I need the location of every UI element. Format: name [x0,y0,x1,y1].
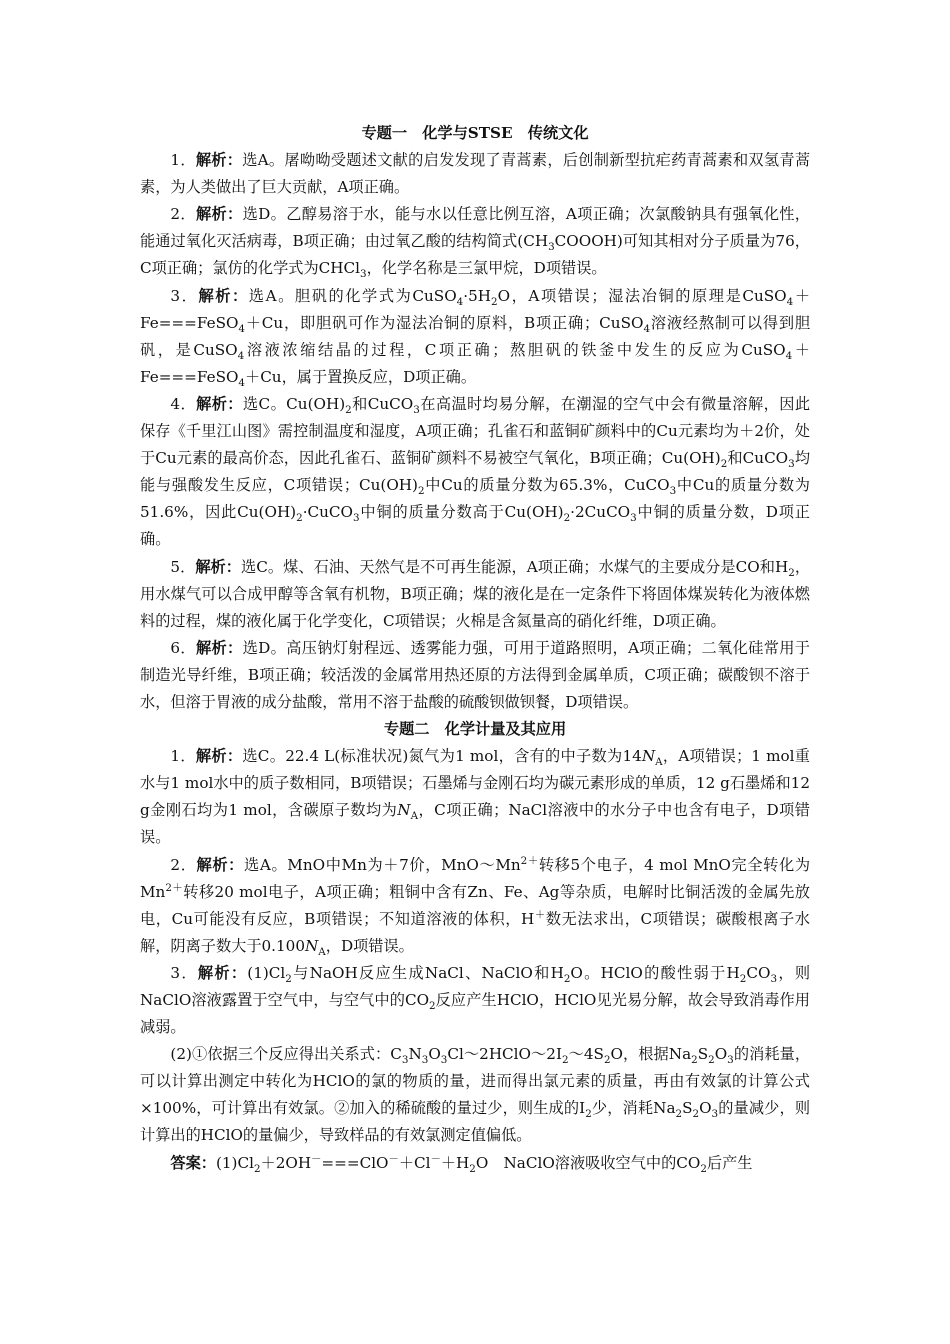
answer-item [140,743,810,851]
item-number: 3． [170,963,198,982]
answer-item [140,852,810,960]
item-text: $(1)Cl_2+2OH^-===ClO^-+Cl^-+H_2O$ NaClO溶液吸收空气中的$CO_2$后产生 [215,1152,753,1175]
item-text: 选D。乙醇易溶于水，能与水以任意比例互溶，A项正确；次氯酸钠具有强氧化性，能通过氧化灭活病毒，B项正确；由过氧乙酸的结构简式$(CH_3COOOH)$可知其相对分子质量为76，C项正确；氯仿的化学式为CHCl$_3$，化学名称是三氯甲烷，D项错误。 [140,205,810,281]
item-text: (2)①依据三个反应得出关系式：$C_3N_3O_3Cl\sim 2HClO\sim 2I_2\sim 4S_2O$，根据$Na_2S_2O_3$的消耗量，可以计算出测定中转化为HClO的氯的物质的量，进而得出氯元素的质量，再由有效氯的计算公式×100%，可计算出有效氯。②加入的稀硫酸的量过少，则生成的$I_2$少，消耗$Na_2S_2O_3$的量减少，则计算出的HClO的量偏少，导致样品的有效氯测定值偏低。 [140,1045,811,1145]
item-text: $(1)Cl_2$与NaOH反应生成NaCl、NaClO和$H_2O$。HClO的酸性弱于$H_2CO_3$，则NaClO溶液露置于空气中，与空气中的$CO_2$反应产生HClO，HClO见光易分解，故会导致消毒作用减弱。 [140,963,810,1037]
answer-item [140,201,810,282]
item-label: 解析： [198,286,249,305]
item-label: 解析： [195,557,242,576]
item-number: 2． [170,205,196,224]
item-text: 选C。22.4 L(标准状况)氮气为1 mol，含有的中子数为$14N_A$，A项错误；1 mol重水与1 mol水中的质子数相同，B项错误；石墨烯与金刚石均为碳元素形成的单质，12 g石墨烯和12 g金刚石均为1 mol，含碳原子数均为$N_A$，C项正确；NaCl溶液中的水分子中也含有电子，D项错误。 [140,747,810,847]
answer-item [140,283,810,391]
answer-item [140,391,810,554]
item-label: 解析： [196,855,245,874]
item-label: 解析： [195,151,243,170]
item-text: 选D。高压钠灯射程远、透雾能力强，可用于道路照明，A项正确；二氧化硅常用于制造光导纤维，B项正确；较活泼的金属常用热还原的方法得到金属单质，C项正确；碳酸钡不溶于水，但溶于胃液的成分盐酸，常用不溶于盐酸的硫酸钡做钡餐，D项错误。 [140,638,810,711]
item-number: 2． [170,855,197,874]
item-label: 解析： [195,747,243,766]
item-text: 选A。胆矾的化学式为$CuSO_4\cdot 5H_2O$，A项错误；湿法冶铜的原理是CuSO$_4$＋Fe===FeSO$_4$＋Cu，即胆矾可作为湿法冶铜的原料，B项正确；CuSO$_4$溶液经熬制可以得到胆矾，是CuSO$_4$溶液浓缩结晶的过程，C项正确；熬胆矾的铁釜中发生的反应为CuSO$_4$＋Fe===FeSO$_4$＋Cu，属于置换反应，D项正确。 [140,286,811,389]
item-label: 解析： [196,394,243,413]
item-text: 选A。MnO中Mn为＋7价，$MnO\sim Mn^{2+}$转移5个电子，4 mol MnO完全转化为$Mn^{2+}$转移20 mol电子，A项正确；粗铜中含有Zn、Fe、Ag等杂质，电解时比铜活泼的金属先放电，Cu可能没有反应，B项错误；不知道溶液的体积，H＋数无法求出，C项错误；碳酸根离子水解，阴离子数大于$0.100N_A$，D项错误。 [140,854,811,958]
answer-label: 答案： [170,1153,216,1172]
answer-item [140,147,810,201]
item-text: 选C。煤、石油、天然气是不可再生能源，A项正确；水煤气的主要成分是CO和$H_2$，用水煤气可以合成甲醇等含氧有机物，B项正确；煤的液化是在一定条件下将固体煤炭转化为液体燃料的过程，煤的液化属于化学变化，C项错误；火棉是含氮量高的硝化纤维，D项正确。 [140,557,811,630]
item-label: 解析： [195,638,243,657]
item-label: 解析： [197,963,248,982]
item-text: 选A。屠呦呦受题述文献的启发发现了青蒿素，后创制新型抗疟药青蒿素和双氢青蒿素，为人类做出了巨大贡献，A项正确。 [140,151,811,197]
item-number: 1． [170,747,196,766]
answer-item [140,635,810,716]
item-text: 选C。$Cu(OH)_2$和CuCO$_3$在高温时均易分解，在潮湿的空气中会有微量溶解，因此保存《千里江山图》需控制温度和湿度，A项正确；孔雀石和蓝铜矿颜料中的Cu元素均为＋2价，处于Cu元素的最高价态，因此孔雀石、蓝铜矿颜料不易被空气氧化，B项正确；$Cu(OH)_2$和CuCO$_3$均能与强酸发生反应，C项错误；$Cu(OH)_2$中Cu的质量分数为65.3%，CuCO$_3$中Cu的质量分数为51.6%，因此$Cu(OH)_2\cdot CuCO_3$中铜的质量分数高于$Cu(OH)_2\cdot 2CuCO_3$中铜的质量分数，D项正确。 [140,394,811,549]
item-number: 6． [170,638,196,657]
section-title-1: 专题一 化学与STSE 传统文化 [361,124,589,142]
item-number: 4． [170,394,197,413]
item-label: 解析： [195,205,243,224]
answer-item [140,554,810,635]
answer-item [140,960,810,1041]
item-number: 3． [170,286,199,305]
answer-item-continued [140,1041,810,1149]
section-title-2: 专题二 化学计量及其应用 [383,720,567,739]
answer-final [140,1150,810,1177]
item-number: 1． [170,151,196,170]
item-number: 5． [170,557,196,576]
